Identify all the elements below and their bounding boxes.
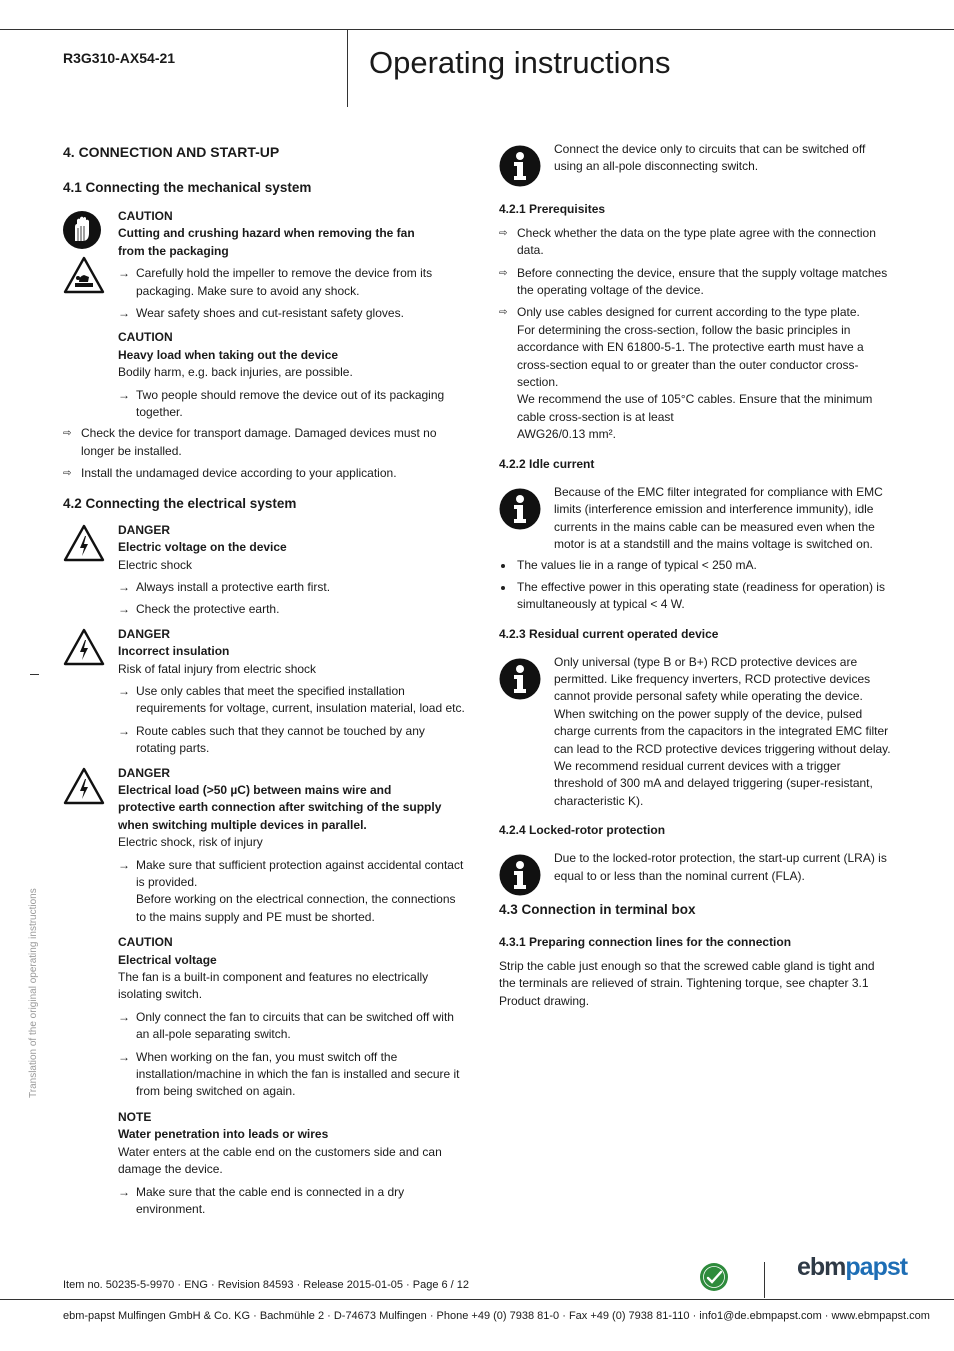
warning-headline: Electrical voltage	[118, 952, 217, 967]
info-block-rcd	[499, 654, 891, 811]
list-item: → Make sure that the cable end is connected in a dry environment.	[118, 1184, 405, 1216]
note-headline: Water penetration into leads or wires	[118, 1127, 329, 1142]
danger-block-insulation	[63, 626, 465, 758]
list-item: ⇨ Before connecting the device, ensure that the supply voltage matches the operating voltage of the device.	[499, 265, 888, 298]
list-item: → Wear safety shoes and cut-resistant safety gloves.	[118, 306, 404, 321]
list-item: ⇨ Install the undamaged device according to your application.	[63, 466, 397, 481]
warning-headline: Incorrect insulation	[118, 644, 230, 659]
note-label: NOTE	[118, 1109, 152, 1124]
warning-label: DANGER	[118, 522, 171, 537]
info-block-locked-rotor	[499, 850, 891, 885]
warning-headline: Cutting and crushing hazard when removing the fan from the packaging	[118, 226, 415, 258]
subsection-title-4-2-3: 4.2.3 Residual current operated device	[499, 626, 719, 641]
high-voltage-icon	[63, 524, 105, 562]
warning-text: The fan is a built-in component and features no electrically isolating switch.	[118, 970, 429, 1002]
footer-item-info: Item no. 50235-5-9970 · ENG · Revision 84593 · Release 2015-01-05 · Page 6 / 12	[63, 1279, 470, 1291]
list-item: → Check the protective earth.	[118, 602, 280, 617]
danger-block-voltage	[63, 522, 465, 619]
note-text: Water enters at the cable end on the customers side and can damage the device.	[118, 1144, 442, 1177]
info-text: Because of the EMC filter integrated for compliance with EMC limits (interference emission and interference immunity), idle currents in the mains cable can be measured even when the motor is at a standstill and the mains voltage is switched on.	[554, 484, 883, 551]
list-item: ⇨ Only use cables designed for current according to the type plate. For determining the cross-section, follow the basic principles in accordance with EN 61800-5-1. The protective earth must have a cross-section equal to or greater than the outer conductor cross-section. We recommend the use of 105°C cables. Ensure that the minimum cable cross-section is at least AWG26/0.13 mm².	[499, 305, 873, 442]
list-item: → Use only cables that meet the specified installation requirements for voltage, current, insulation material, load etc.	[118, 683, 465, 716]
danger-block-electrical-load	[63, 765, 465, 927]
brand-logo: ebmpapst	[797, 1253, 908, 1281]
header-rule	[0, 29, 954, 30]
info-icon	[499, 145, 541, 187]
info-icon	[499, 854, 541, 896]
warning-headline: Heavy load when taking out the device	[118, 347, 339, 362]
info-icon	[499, 488, 541, 530]
info-icon	[499, 658, 541, 700]
list-item: → Always install a protective earth first.	[118, 579, 331, 594]
warning-text: Electric shock, risk of injury	[118, 835, 263, 850]
footer-rule	[0, 1299, 954, 1300]
warning-text: Risk of fatal injury from electric shock	[118, 661, 317, 676]
warning-headline: Electrical load (>50 µC) between mains wire and protective earth connection after switching of the supply when switching multiple devices in parallel.	[118, 782, 442, 832]
info-block-idle-current	[499, 484, 891, 554]
model-number: R3G310-AX54-21	[63, 50, 176, 66]
list-item: ⇨ Check the device for transport damage. Damaged devices must no longer be installed.	[63, 426, 437, 458]
footer-address: ebm-papst Mulfingen GmbH & Co. KG · Bachmühle 2 · D-74673 Mulfingen · Phone +49 (0) 7938 81-0 · Fax +49 (0) 7938 81-110 · info1@de.ebmpapst.com · www.ebmpapst.com	[63, 1310, 930, 1322]
caution-block-heavy-load	[63, 329, 465, 421]
info-block-disconnect	[499, 141, 891, 176]
warning-text: Bodily harm, e.g. back injuries, are possible.	[118, 365, 353, 380]
caution-block-electrical-voltage	[63, 934, 465, 1101]
gloves-icon	[63, 210, 101, 250]
list-item: → When working on the fan, you must switch off the installation/machine in which the fan is installed and secure it from being switched on again.	[118, 1049, 460, 1099]
list-item: The values lie in a range of typical < 250 mA.	[499, 557, 891, 574]
info-text: Due to the locked-rotor protection, the start-up current (LRA) is equal to or less than the nominal current (FLA).	[554, 851, 887, 883]
subsection-title-4-2-1: 4.2.1 Prerequisites	[499, 201, 606, 216]
page-title: Operating instructions	[369, 45, 671, 80]
subsection-title-4-2-4: 4.2.4 Locked-rotor protection	[499, 823, 666, 838]
subsection-title-4-3-1: 4.3.1 Preparing connection lines for the connection	[499, 935, 792, 949]
left-column	[63, 143, 465, 1218]
list-item: The effective power in this operating state (readiness for operation) is simultaneously at typical < 4 W.	[499, 579, 891, 614]
list-item: → Only connect the fan to circuits that can be switched off with an all-pole separating switch.	[118, 1009, 454, 1042]
list-item: → Route cables such that they cannot be touched by any rotating parts.	[118, 723, 425, 756]
header-divider	[347, 29, 348, 107]
subsection-title-4-2: 4.2 Connecting the electrical system	[63, 495, 297, 511]
warning-label: DANGER	[118, 626, 171, 641]
high-voltage-icon	[63, 767, 105, 805]
caution-block-cutting	[63, 208, 465, 322]
note-block-water	[63, 1109, 465, 1218]
side-note: Translation of the original operating instructions	[28, 888, 39, 1098]
margin-mark	[30, 674, 39, 675]
section-title: 4. CONNECTION AND START-UP	[63, 144, 280, 160]
subsection-title-4-3: 4.3 Connection in terminal box	[499, 902, 696, 917]
warning-headline: Electric voltage on the device	[118, 540, 287, 555]
paragraph: Strip the cable just enough so that the screwed cable gland is tight and the terminals are relieved of strain. Tightening torque, see chapter 3.1 Product drawing.	[499, 959, 875, 1008]
list-item: → Two people should remove the device out of its packaging together.	[118, 387, 445, 420]
footer-divider	[764, 1262, 765, 1298]
warning-label: CAUTION	[118, 209, 173, 223]
right-column	[499, 141, 891, 1010]
green-tech-badge-icon	[699, 1262, 729, 1292]
warning-text: Electric shock	[118, 557, 193, 572]
crush-hazard-icon	[63, 256, 105, 294]
subsection-title-4-2-2: 4.2.2 Idle current	[499, 456, 595, 471]
warning-label: CAUTION	[118, 935, 173, 950]
warning-label: DANGER	[118, 765, 171, 780]
info-text: Only universal (type B or B+) RCD protective devices are permitted. Like frequency inverters, RCD protective devices cannot provide personal safety while operating the device. When switching on the power supply of the device, pulsed charge currents from the capacitors in the integrated EMC filter can lead to the RCD protective devices triggering without delay. We recommend residual current devices with a trigger threshold of 300 mA and delayed triggering (super-resistant, characteristic K).	[554, 654, 891, 808]
list-item: → Carefully hold the impeller to remove the device from its packaging. Make sure to avoid any shock.	[118, 266, 433, 298]
list-item: ⇨ Check whether the data on the type plate agree with the connection data.	[499, 225, 876, 258]
info-text: Connect the device only to circuits that can be switched off using an all-pole disconnecting switch.	[554, 142, 866, 174]
subsection-title-4-1: 4.1 Connecting the mechanical system	[63, 180, 312, 195]
list-item: → Make sure that sufficient protection against accidental contact is provided. Before working on the electrical connection, the connections to the mains supply and PE must be shorted.	[118, 857, 464, 924]
warning-label: CAUTION	[118, 330, 173, 345]
high-voltage-icon	[63, 628, 105, 666]
